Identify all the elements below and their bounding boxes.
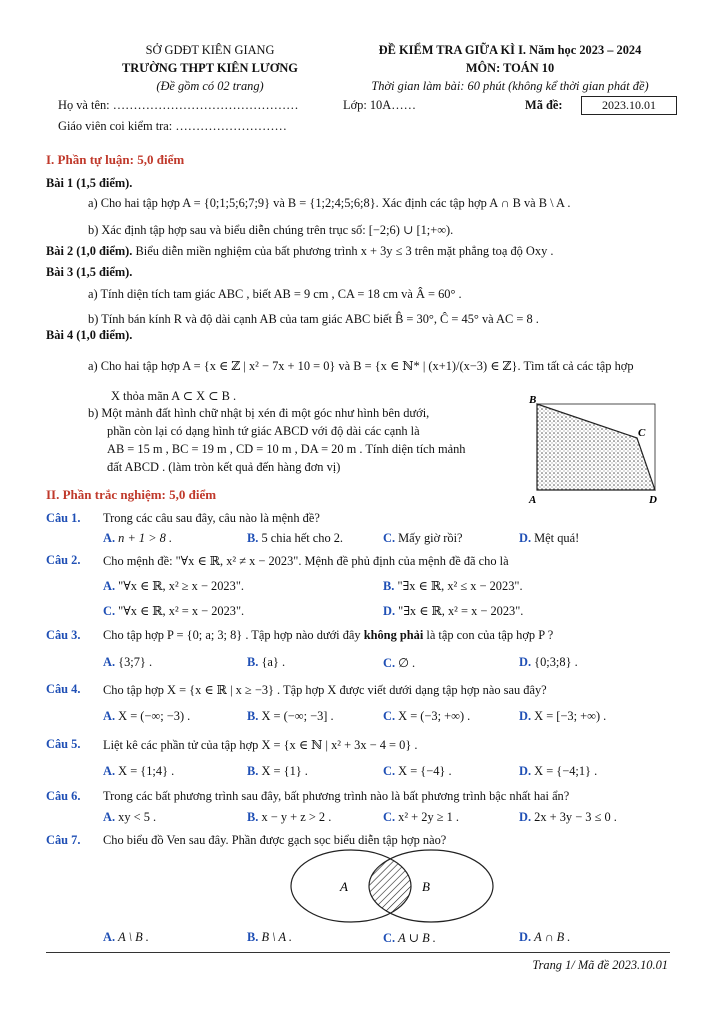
option-letter: A. [103, 810, 116, 824]
option-row [247, 930, 292, 945]
option-row [383, 709, 470, 724]
option-row [383, 764, 452, 779]
option-letter: D. [383, 604, 396, 618]
option-row [519, 764, 597, 779]
question-label: Câu 7. [46, 833, 81, 847]
question-label: Câu 3. [46, 628, 81, 642]
option-row [383, 930, 436, 946]
option-letter: D. [519, 764, 532, 778]
option-letter: D. [519, 810, 532, 824]
option-text: X = {1;4} . [118, 764, 175, 778]
option-row [383, 810, 459, 825]
question-text-part: Cho tập hợp P = {0; a; 3; 8} . Tập hợp nào dưới đây [103, 628, 364, 642]
question-text: Liệt kê các phần tử của tập hợp X = {x ∈ ℕ | x² + 3x − 4 = 0} . [103, 738, 418, 752]
option-text: X = (−3; +∞) . [398, 709, 471, 723]
option-letter: A. [103, 930, 116, 944]
proctor-field: Giáo viên coi kiểm tra: ……………………… [58, 119, 287, 133]
question-label: Câu 4. [46, 682, 81, 696]
option-row [103, 930, 149, 945]
bai3-b: b) Tính bán kính R và độ dài cạnh AB của tam giác ABC biết B̂ = 30°, Ĉ = 45° và AC = 8 . [88, 312, 539, 326]
option-letter: C. [383, 531, 396, 545]
question-label: Câu 5. [46, 737, 81, 751]
bai2 [46, 244, 553, 259]
question-emphasis: không phải [363, 628, 424, 642]
question-text: Trong các câu sau đây, câu nào là mệnh đề? [103, 511, 320, 525]
option-letter: C. [383, 656, 396, 670]
question-text: Trong các bất phương trình sau đây, bất phương trình nào là bất phương trình bậc nhất hai ẩn? [103, 789, 570, 803]
option-row [103, 603, 244, 619]
option-letter: D. [519, 655, 532, 669]
option-letter: D. [519, 709, 532, 723]
option-text: B \ A . [261, 930, 293, 944]
exam-code-box: 2023.10.01 [581, 96, 677, 115]
option-text: X = {−4;1} . [534, 764, 598, 778]
quadrilateral-abcd [537, 404, 655, 490]
question-label: Câu 1. [46, 511, 81, 525]
option-letter: A. [103, 764, 116, 778]
option-row [519, 531, 579, 546]
option-row [383, 603, 523, 619]
option-text: {3;7} . [118, 655, 153, 669]
vertex-c-label: C [638, 427, 646, 439]
option-text: A ∪ B . [398, 931, 436, 945]
option-text: X = (−∞; −3] . [261, 709, 334, 723]
question-label: Câu 6. [46, 789, 81, 803]
subject-title: MÔN: TOÁN 10 [465, 61, 555, 75]
option-row [247, 709, 334, 724]
option-text: "∀x ∈ ℝ, x² = x − 2023". [118, 604, 245, 618]
question-text-part: là tập con của tập hợp P ? [423, 628, 554, 642]
option-letter: A. [103, 579, 116, 593]
option-row [103, 764, 174, 779]
option-text: "∃x ∈ ℝ, x² = x − 2023". [398, 604, 524, 618]
option-letter: D. [519, 531, 532, 545]
bai4-a: a) Cho hai tập hợp A = {x ∈ ℤ | x² − 7x + 10 = 0} và B = {x ∈ ℕ* | (x+1)/(x−3) ∈ ℤ}. Tìm tất cả các tập hợp [88, 359, 634, 373]
option-letter: C. [383, 764, 396, 778]
option-row [247, 810, 331, 825]
option-letter: D. [519, 930, 532, 944]
part2-title: II. Phần trắc nghiệm: 5,0 điểm [46, 487, 217, 502]
option-text: "∀x ∈ ℝ, x² ≥ x − 2023". [118, 579, 244, 593]
vertex-a-label: A [529, 494, 537, 506]
pages-note: (Đề gồm có 02 trang) [156, 79, 264, 93]
option-letter: A. [103, 531, 116, 545]
part1-title: I. Phần tự luận: 5,0 điểm [46, 152, 185, 167]
bai3-title: Bài 3 (1,5 điểm). [46, 265, 133, 279]
option-text: X = (−∞; −3) . [118, 709, 191, 723]
bai3-a: a) Tính diện tích tam giác ABC , biết AB = 9 cm , CA = 18 cm và Â = 60° . [88, 287, 462, 301]
footer-text: Trang 1/ Mã đề 2023.10.01 [532, 958, 668, 972]
option-row [247, 655, 285, 670]
option-text: Mệt quá! [534, 531, 580, 545]
option-text: "∃x ∈ ℝ, x² ≤ x − 2023". [397, 579, 523, 593]
option-row [519, 655, 578, 670]
option-row [103, 810, 156, 825]
option-row [247, 531, 343, 546]
bai1-title: Bài 1 (1,5 điểm). [46, 176, 133, 190]
option-letter: B. [383, 579, 395, 593]
class-field: Lớp: 10A…… [343, 98, 416, 112]
exam-title: ĐỀ KIỂM TRA GIỮA KÌ I. Năm học 2023 – 2024 [378, 43, 642, 57]
option-letter: B. [247, 531, 259, 545]
option-row [519, 930, 570, 945]
set-b-label: B [422, 879, 430, 894]
option-text: A ∩ B . [534, 930, 571, 944]
question-text [103, 628, 553, 643]
venn-diagram [286, 848, 502, 926]
name-field: Họ và tên: ……………………………………… [58, 98, 299, 112]
option-text: n + 1 > 8 . [118, 531, 173, 545]
option-letter: C. [383, 709, 396, 723]
vertex-b-label: B [529, 394, 537, 406]
option-text: x − y + z > 2 . [261, 810, 332, 824]
question-label: Câu 2. [46, 553, 81, 567]
option-text: {0;3;8} . [534, 655, 578, 669]
option-row [247, 764, 308, 779]
option-text: 2x + 3y − 3 ≤ 0 . [534, 810, 617, 824]
option-row [383, 578, 523, 594]
option-row [103, 531, 172, 546]
option-letter: B. [247, 655, 259, 669]
option-text: A \ B . [118, 930, 149, 944]
bai4-b-line: phần còn lại có dạng hình tứ giác ABCD với độ dài các cạnh là [107, 424, 420, 438]
option-row [519, 709, 606, 724]
option-row [103, 578, 244, 594]
question-text: Cho biểu đồ Ven sau đây. Phần được gạch sọc biểu diễn tập hợp nào? [103, 833, 447, 847]
bai4-a-cont: X thỏa mãn A ⊂ X ⊂ B . [111, 389, 237, 403]
option-letter: C. [103, 604, 116, 618]
option-letter: C. [383, 810, 396, 824]
option-letter: B. [247, 709, 259, 723]
option-text: X = {1} . [261, 764, 308, 778]
bai1-b: b) Xác định tập hợp sau và biểu diễn chúng trên trục số: [−2;6) ∪ [1;+∞). [88, 223, 454, 237]
option-letter: A. [103, 709, 116, 723]
option-text: X = {−4} . [398, 764, 452, 778]
bai2-title: Bài 2 (1,0 điểm). [46, 244, 133, 258]
option-row [383, 655, 415, 671]
school-name: TRƯỜNG THPT KIÊN LƯƠNG [122, 61, 298, 75]
bai4-title: Bài 4 (1,0 điểm). [46, 328, 133, 342]
option-row [383, 531, 463, 546]
option-row [519, 810, 617, 825]
option-letter: A. [103, 655, 116, 669]
bai4-b [88, 404, 466, 476]
option-letter: B. [247, 930, 259, 944]
vertex-d-label: D [649, 494, 657, 506]
option-row [103, 709, 190, 724]
option-text: ∅ . [398, 656, 416, 670]
option-text: {a} . [261, 655, 286, 669]
bai4-b-line: b) Một mảnh đất hình chữ nhật bị xén đi một góc như hình bên dưới, [88, 406, 430, 420]
footer-divider [46, 952, 670, 953]
option-text: 5 chia hết cho 2. [261, 531, 344, 545]
question-text: Cho mệnh đề: "∀x ∈ ℝ, x² ≠ x − 2023". Mệnh đề phủ định của mệnh đề đã cho là [103, 554, 509, 568]
option-text: Mấy giờ rồi? [398, 531, 463, 545]
option-letter: B. [247, 764, 259, 778]
time-note: Thời gian làm bài: 60 phút (không kể thời gian phát đề) [371, 79, 649, 93]
bai1-a: a) Cho hai tập hợp A = {0;1;5;6;7;9} và B = {1;2;4;5;6;8}. Xác định các tập hợp A ∩ B và B \ A . [88, 196, 571, 210]
code-label: Mã đề: [525, 98, 563, 112]
option-row [103, 655, 152, 670]
question-text: Cho tập hợp X = {x ∈ ℝ | x ≥ −3} . Tập hợp X được viết dưới dạng tập hợp nào sau đây? [103, 683, 547, 697]
option-letter: C. [383, 931, 396, 945]
department-name: SỞ GDĐT KIÊN GIANG [145, 43, 275, 57]
bai2-text: Biểu diễn miền nghiệm của bất phương trình x + 3y ≤ 3 trên mặt phẳng toạ độ Oxy . [132, 244, 554, 258]
land-figure [525, 392, 665, 510]
option-text: X = [−3; +∞) . [534, 709, 607, 723]
option-letter: B. [247, 810, 259, 824]
option-text: xy < 5 . [118, 810, 157, 824]
bai4-b-line: AB = 15 m , BC = 19 m , CD = 10 m , DA = 20 m . Tính diện tích mảnh [107, 442, 466, 456]
option-text: x² + 2y ≥ 1 . [398, 810, 460, 824]
set-a-label: A [340, 879, 348, 894]
bai4-b-line: đất ABCD . (làm tròn kết quả đến hàng đơn vị) [107, 460, 341, 474]
